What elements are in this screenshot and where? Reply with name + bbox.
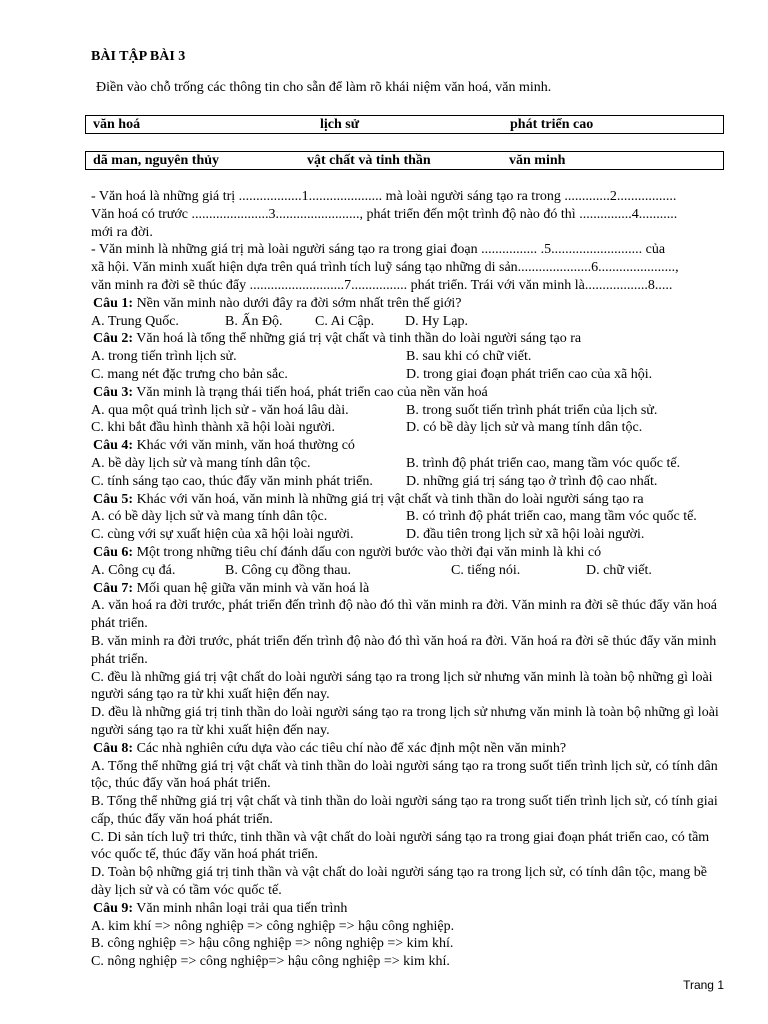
question-number: Câu 7:: [93, 580, 134, 596]
answer-option[interactable]: D. những giá trị sáng tạo ở trình độ cao nhất.: [406, 473, 658, 489]
fill-in-section: [91, 188, 727, 295]
word-box-1: [85, 115, 724, 134]
answer-option[interactable]: D. có bề dày lịch sử và mang tính dân tộc.: [406, 420, 643, 436]
question-number: Câu 5:: [93, 491, 134, 507]
word-option: phát triển cao: [510, 117, 594, 132]
answer-option[interactable]: B. văn minh ra đời trước, phát triển đến trình độ nào đó thì văn hoá ra đời. Văn hoá ra đời sẽ thúc đẩy văn minh phát triển.: [91, 633, 717, 667]
question-list: [91, 295, 727, 971]
answer-option[interactable]: A. bề dày lịch sử và mang tính dân tộc.: [91, 455, 311, 471]
answer-option[interactable]: B. công nghiệp => hậu công nghiệp => nông nghiệp => kim khí.: [91, 936, 454, 952]
option-row: [91, 508, 727, 526]
answer-option[interactable]: A. Tổng thể những giá trị vật chất và tinh thần do loài người sáng tạo ra trong suốt tiến trình lịch sử, có tính dân tộc, thúc đẩy văn hoá phát triển.: [91, 758, 718, 792]
option-row: [91, 526, 727, 544]
question-stem: [91, 580, 727, 598]
option-row: [91, 366, 727, 384]
answer-option[interactable]: A. trong tiến trình lịch sử.: [91, 349, 237, 365]
word-option: vật chất và tinh thần: [307, 153, 431, 168]
question-text: Mối quan hệ giữa văn minh và văn hoá là: [133, 580, 370, 596]
answer-option[interactable]: D. trong giai đoạn phát triển cao của xã hội.: [406, 366, 653, 382]
fill-line: - Văn minh là những giá trị mà loài người sáng tạo ra trong giai đoạn ................ .5.......................... của: [91, 242, 666, 258]
option-row: [91, 313, 727, 331]
answer-option[interactable]: C. cùng với sự xuất hiện của xã hội loài người.: [91, 527, 354, 543]
question-text: Văn minh nhân loại trải qua tiến trình: [133, 900, 348, 916]
question-text: Nền văn minh nào dưới đây ra đời sớm nhất trên thế giới?: [133, 295, 462, 311]
answer-option[interactable]: C. khi bắt đầu hình thành xã hội loài người.: [91, 420, 336, 436]
question-text: Văn minh là trạng thái tiến hoá, phát triển cao của nền văn hoá: [133, 384, 488, 400]
page-number: Trang 1: [683, 978, 724, 992]
option-row: [91, 473, 727, 491]
answer-option[interactable]: C. mang nét đặc trưng cho bản sắc.: [91, 366, 288, 382]
question-stem: [91, 491, 727, 509]
question-stem: [91, 437, 727, 455]
question-number: Câu 3:: [93, 384, 134, 400]
fill-line: văn minh ra đời sẽ thúc đẩy ...........................7................ phát triển. Trái với văn minh là..................8.....: [91, 277, 673, 293]
answer-option[interactable]: D. Toàn bộ những giá trị tinh thần và vật chất do loài người sáng tạo ra trong lịch sử, có tính dân tộc, mang bề dày lịch sử và có tầm vóc quốc tế.: [91, 865, 708, 899]
answer-option[interactable]: C. Ai Cập.: [315, 313, 375, 329]
question-stem: [91, 544, 727, 562]
question-stem: [91, 295, 727, 313]
answer-option[interactable]: B. trình độ phát triển cao, mang tầm vóc quốc tế.: [406, 455, 681, 471]
answer-option[interactable]: B. sau khi có chữ viết.: [406, 349, 532, 365]
answer-option[interactable]: C. đều là những giá trị vật chất do loài người sáng tạo ra trong lịch sử nhưng văn minh là toàn bộ những gì loài người sáng tạo ra từ khi xuất hiện đến nay.: [91, 669, 713, 703]
answer-option[interactable]: D. chữ viết.: [586, 562, 652, 578]
answer-option[interactable]: A. Công cụ đá.: [91, 562, 176, 578]
word-option: dã man, nguyên thủy: [93, 153, 220, 168]
word-option: văn hoá: [93, 117, 141, 132]
answer-option[interactable]: A. qua một quá trình lịch sử - văn hoá lâu dài.: [91, 402, 349, 418]
exercise-title: BÀI TẬP BÀI 3: [91, 49, 186, 64]
question-text: Khác với văn hoá, văn minh là những giá trị vật chất và tinh thần do loài người sáng tạo ra: [133, 491, 644, 507]
fill-line: mới ra đời.: [91, 224, 153, 240]
question-stem: [91, 740, 727, 758]
question-stem: [91, 330, 727, 348]
word-option: văn minh: [509, 153, 566, 168]
question-number: Câu 1:: [93, 295, 134, 311]
answer-option[interactable]: A. có bề dày lịch sử và mang tính dân tộc.: [91, 509, 328, 525]
answer-option[interactable]: B. Ấn Độ.: [225, 313, 283, 329]
document-body: [91, 188, 727, 971]
question-number: Câu 2:: [93, 331, 134, 347]
question-number: Câu 9:: [93, 900, 134, 916]
question-text: Một trong những tiêu chí đánh dấu con người bước vào thời đại văn minh là khi có: [133, 544, 602, 560]
option-row: [91, 348, 727, 366]
question-stem: [91, 900, 727, 918]
question-number: Câu 4:: [93, 438, 134, 454]
instruction-text: Điền vào chỗ trống các thông tin cho sẵn để làm rõ khái niệm văn hoá, văn minh.: [96, 80, 552, 95]
fill-line: - Văn hoá là những giá trị ..................1..................... mà loài người sáng tạo ra trong .............2.................: [91, 189, 677, 204]
answer-option[interactable]: B. có trình độ phát triển cao, mang tầm vóc quốc tế.: [406, 509, 697, 525]
option-row: [91, 562, 727, 580]
answer-option[interactable]: B. Công cụ đồng thau.: [225, 562, 351, 578]
word-box-2: [85, 151, 724, 170]
fill-line: Văn hoá có trước ......................3........................, phát triển đến một trình độ nào đó thì ...............4...........: [91, 206, 678, 222]
answer-option[interactable]: D. Hy Lạp.: [405, 313, 468, 329]
answer-option[interactable]: B. Tổng thể những giá trị vật chất và tinh thần do loài người sáng tạo ra trong suốt tiến trình lịch sử, có tính giai cấp, thúc đẩy văn hoá phát triển.: [91, 794, 718, 827]
answer-option[interactable]: D. đều là những giá trị tinh thần do loài người sáng tạo ra trong lịch sử nhưng văn minh là toàn bộ những gì loài người sáng tạo ra từ khi xuất hiện đến nay.: [91, 705, 719, 738]
option-row: [91, 402, 727, 420]
option-row: [91, 419, 727, 437]
answer-option[interactable]: A. văn hoá ra đời trước, phát triển đến trình độ nào đó thì văn minh ra đời. Văn minh ra đời sẽ thúc đẩy văn hoá phát triển.: [91, 598, 717, 632]
question-number: Câu 6:: [93, 544, 134, 560]
question-text: Khác với văn minh, văn hoá thường có: [133, 438, 355, 454]
option-row: [91, 455, 727, 473]
answer-option[interactable]: D. đầu tiên trong lịch sử xã hội loài người.: [406, 527, 645, 543]
question-number: Câu 8:: [93, 740, 134, 756]
answer-option[interactable]: C. Di sản tích luỹ tri thức, tinh thần và vật chất do loài người sáng tạo ra trong giai đoạn phát triển cao, có tầm vóc quốc tế, thúc đẩy văn hoá phát triển.: [91, 829, 710, 863]
answer-option[interactable]: A. kim khí => nông nghiệp => công nghiệp => hậu công nghiệp.: [91, 918, 455, 934]
question-text: Các nhà nghiên cứu dựa vào các tiêu chí nào để xác định một nền văn minh?: [133, 740, 567, 756]
answer-option[interactable]: C. tiếng nói.: [451, 562, 521, 578]
answer-option[interactable]: C. tính sáng tạo cao, thúc đẩy văn minh phát triển.: [91, 473, 373, 489]
word-option: lịch sử: [320, 117, 360, 132]
fill-line: xã hội. Văn minh xuất hiện dựa trên quá trình tích luỹ sáng tạo những di sản.....................6......................,: [91, 260, 679, 276]
answer-option[interactable]: B. trong suốt tiến trình phát triển của lịch sử.: [406, 402, 658, 418]
question-stem: [91, 384, 727, 402]
answer-option[interactable]: A. Trung Quốc.: [91, 313, 179, 329]
question-text: Văn hoá là tổng thể những giá trị vật chất và tinh thần do loài người sáng tạo ra: [133, 331, 582, 347]
answer-option[interactable]: C. nông nghiệp => công nghiệp=> hậu công nghiệp => kim khí.: [91, 954, 450, 970]
